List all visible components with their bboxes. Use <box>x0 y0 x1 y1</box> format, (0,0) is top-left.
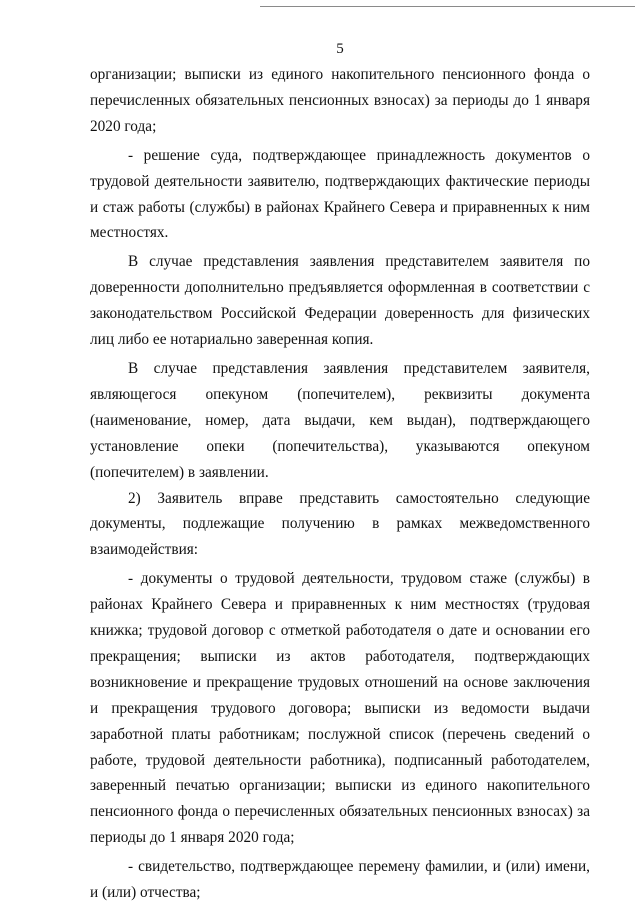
document-body <box>90 62 590 906</box>
page-number: 5 <box>336 41 344 57</box>
paragraph-continuation: организации; выписки из единого накопительного пенсионного фонда о перечисленных обязательных пенсионных взносах) за периоды до 1 января 2020 года; <box>90 66 590 135</box>
paragraph-court-decision: - решение суда, подтверждающее принадлежность документов о трудовой деятельности заявителю, подтверждающих фактические периоды и стаж работы (службы) в районах Крайнего Севера и приравненных к ним местностях. <box>90 146 590 242</box>
paragraph-name-change-certificate: - свидетельство, подтверждающее перемену фамилии, и (или) имени, и (или) отчества; <box>90 858 590 902</box>
paragraph-representative-guardian: В случае представления заявления представителем заявителя, являющегося опекуном (попечителем), реквизиты документа (наименование, номер, дата выдачи, кем выдан), подтверждающего установление опеки (попечительства), указываются опекуном (попечителем) в заявлении. <box>90 359 590 481</box>
paragraph-representative-power-of-attorney: В случае представления заявления представителем заявителя по доверенности дополнительно предъявляется оформленная в соответствии с законодательством Российской Федерации доверенность для физических лиц либо ее нотариально заверенная копия. <box>90 253 590 349</box>
paragraph-labor-documents: - документы о трудовой деятельности, трудовом стаже (службы) в районах Крайнего Севера и приравненных к ним местностях (трудовая книжка; трудовой договор с отметкой работодателя о дате и основании его прекращения; выписки из актов работодателя, подтверждающих возникновение и прекращение трудовых отношений на основе заключения и прекращения трудового договора; выписки из ведомости выдачи заработной платы работникам; послужной список (перечень сведений о работе, трудовой деятельности работника), подписанный работодателем, заверенный печатью организации; выписки из единого накопительного пенсионного фонда о перечисленных обязательных пенсионных взносах) за периоды до 1 января 2020 года; <box>90 570 590 847</box>
scan-edge-line <box>260 6 635 7</box>
paragraph-applicant-right: 2) Заявитель вправе представить самостоятельно следующие документы, подлежащие получению в рамках межведомственного взаимодействия: <box>90 489 590 559</box>
